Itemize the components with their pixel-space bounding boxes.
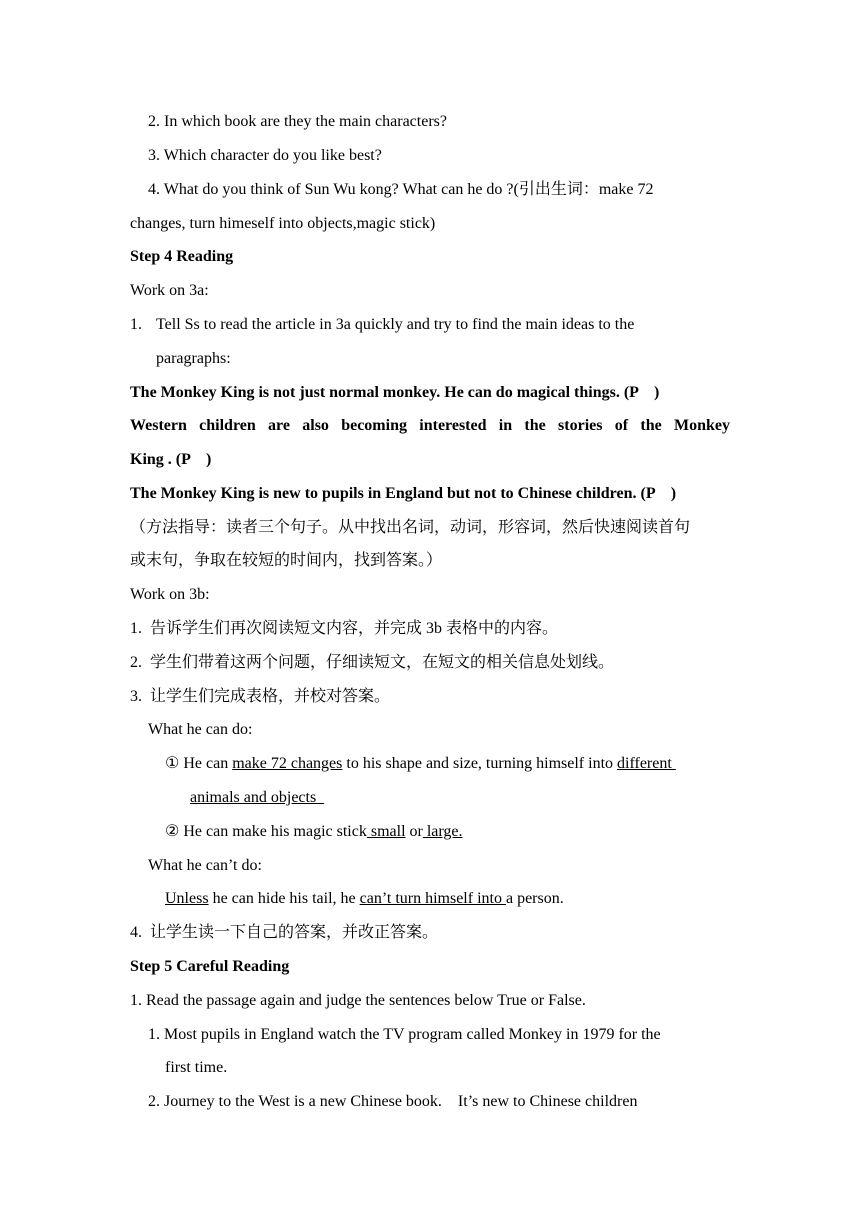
item1-line2: paragraphs: (156, 350, 231, 367)
answer-blank: make 72 changes (232, 755, 343, 772)
main-idea-1: The Monkey King is not just normal monkey. He can do magical things. (P ) (130, 384, 660, 401)
work-3b-item2: 2. 学生们带着这两个问题，仔细读短文，在短文的相关信息处划线。 (130, 654, 615, 671)
statement-1-line2: first time. (165, 1059, 228, 1076)
work-3b-item4: 4. 让学生读一下自己的答案，并改正答案。 (130, 924, 439, 941)
can-do-text: ② He can make his magic stick (165, 823, 367, 840)
can-do-label: What he can do: (148, 721, 253, 738)
item1-line1: Tell Ss to read the article in 3a quickly and try to find the main ideas to the (156, 316, 635, 333)
can-do-text: to his shape and size, turning himself into (342, 755, 618, 772)
can-do-item2 (165, 822, 463, 842)
question-4-line1: 4. What do you think of Sun Wu kong? What can he do ?(引出生词：make 72 (148, 181, 654, 198)
step4-heading: Step 4 Reading (130, 248, 234, 265)
answer-blank: different (617, 755, 676, 772)
cant-do-item (165, 889, 564, 909)
main-idea-2-line1: Western children are also becoming interested in the stories of the Monkey (130, 417, 730, 434)
answer-blank: Unless (165, 890, 209, 907)
main-idea-3: The Monkey King is new to pupils in England but not to Chinese children. (P ) (130, 485, 677, 502)
can-do-item1-line1 (165, 754, 676, 774)
work-3a-label: Work on 3a: (130, 282, 209, 299)
cant-do-label: What he can’t do: (148, 857, 262, 874)
step5-heading: Step 5 Careful Reading (130, 958, 290, 975)
work-3b-item1: 1. 告诉学生们再次阅读短文内容，并完成 3b 表格中的内容。 (130, 620, 559, 637)
step5-intro: 1. Read the passage again and judge the sentences below True or False. (130, 992, 586, 1009)
answer-blank: can’t turn himself into (359, 890, 506, 907)
can-do-text: or (405, 823, 423, 840)
cant-do-text: a person. (505, 890, 564, 907)
statement-1-line1: 1. Most pupils in England watch the TV program called Monkey in 1979 for the (148, 1026, 661, 1043)
item1-number: 1. (130, 316, 142, 333)
method-guide-line1: （方法指导：读者三个句子。从中找出名词，动词，形容词，然后快速阅读首句 (130, 519, 691, 536)
answer-blank: animals and objects (190, 789, 325, 806)
cant-do-text: he can hide his tail, he (208, 890, 360, 907)
question-3: 3. Which character do you like best? (148, 147, 382, 164)
answer-blank: small (366, 823, 406, 840)
main-idea-2-line2: King . (P ) (130, 451, 212, 468)
work-3b-label: Work on 3b: (130, 586, 210, 603)
statement-2-line1: 2. Journey to the West is a new Chinese book. It’s new to Chinese children (148, 1093, 638, 1110)
work-3b-item3: 3. 让学生们完成表格，并校对答案。 (130, 688, 391, 705)
can-do-text: ① He can (165, 755, 233, 772)
answer-blank: large. (422, 823, 463, 840)
question-4-line2: changes, turn himeself into objects,magic stick) (130, 215, 436, 232)
method-guide-line2: 或末句，争取在较短的时间内，找到答案。） (130, 552, 443, 569)
question-2: 2. In which book are they the main characters? (148, 113, 447, 130)
can-do-item1-line2 (190, 788, 324, 808)
